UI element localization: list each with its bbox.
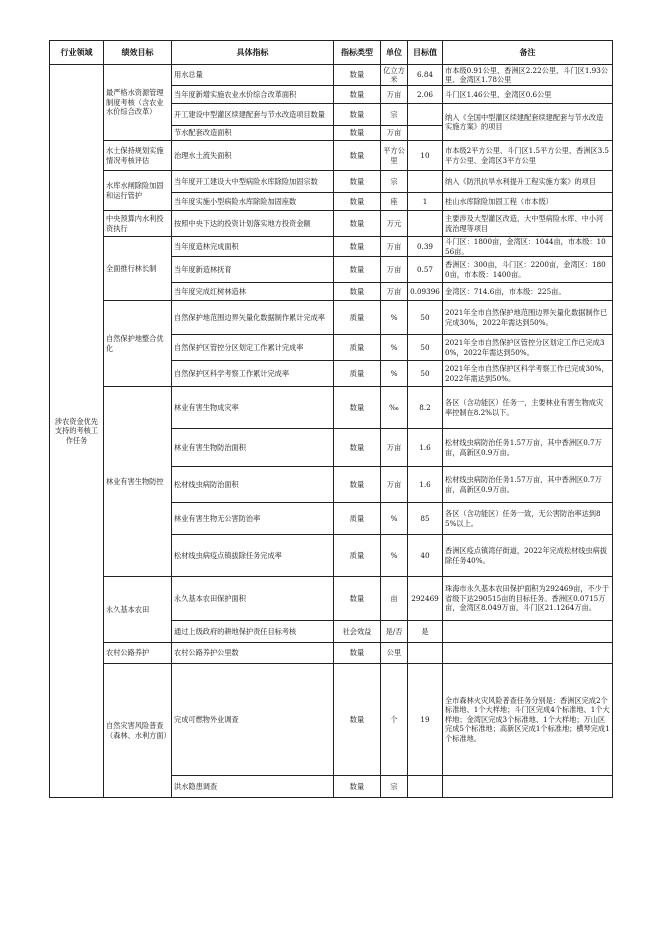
unit-cell: 万亩 — [381, 126, 408, 141]
type-cell: 数量 — [334, 211, 381, 237]
indicator-cell: 自然保护区管控分区划定工作累计完成率 — [172, 335, 334, 361]
type-cell: 数量 — [334, 86, 381, 104]
value-cell: 0.09396 — [408, 283, 443, 301]
type-cell: 数量 — [334, 467, 381, 503]
value-cell: 10 — [408, 141, 443, 171]
unit-cell: 座 — [381, 193, 408, 211]
value-cell: 8.2 — [408, 387, 443, 429]
indicator-cell: 当年度新增实施农业水价综合改革面积 — [172, 86, 334, 104]
indicator-cell: 按照中央下达的投资计划落实地方投资金额 — [172, 211, 334, 237]
indicator-cell: 完成可燃物外业调查 — [172, 664, 334, 776]
value-cell — [408, 776, 443, 798]
value-cell: 50 — [408, 361, 443, 387]
unit-cell: 是/否 — [381, 621, 408, 643]
goal-cell: 永久基本农田 — [104, 577, 172, 643]
note-cell: 各区（含功能区）任务一致，无公害防治率达到85%以上。 — [443, 503, 613, 535]
note-cell: 全市森林火灾风险普查任务分别是：香洲区完成2个标准地、1个大样地；斗门区完成4个标准地、1个大样地；金湾区完成3个标准地、1个大样地；万山区完成5个标准地；高新区完成1个标准地；横琴完成1个标准地。 — [443, 664, 613, 776]
unit-cell: 亿立方米 — [381, 65, 408, 86]
indicator-cell: 当年度开工建设大中型病险水库除险加固宗数 — [172, 171, 334, 193]
unit-cell: 万亩 — [381, 257, 408, 283]
note-cell: 珠海市永久基本农田保护面积为292469亩，不少于省级下达290515亩的目标任务。香洲区0.0715万亩，金湾区8.049万亩，斗门区21.1264万亩。 — [443, 577, 613, 621]
note-cell: 市本级2平方公里、斗门区1.5平方公里、香洲区3.5平方公里、金湾区3平方公里 — [443, 141, 613, 171]
value-cell — [408, 211, 443, 237]
goal-cell: 水库水闸除险加固和运行管护 — [104, 171, 172, 211]
header-unit: 单位 — [381, 41, 408, 65]
value-cell: 1.6 — [408, 467, 443, 503]
note-cell: 2021年全市自然保护地范围边界矢量化数据制作已完成30%，2022年需达到50%。 — [443, 301, 613, 335]
unit-cell: 个 — [381, 664, 408, 776]
indicator-cell: 林业有害生物防治面积 — [172, 429, 334, 467]
table-body — [50, 65, 613, 798]
indicator-cell: 当年度新造林抚育 — [172, 257, 334, 283]
header-goal: 绩效目标 — [104, 41, 172, 65]
type-cell: 质量 — [334, 361, 381, 387]
unit-cell: % — [381, 535, 408, 577]
goal-cell: 林业有害生物防控 — [104, 387, 172, 577]
note-cell: 2021年全市自然保护区管控分区划定工作已完成30%，2022年需达到50%。 — [443, 335, 613, 361]
unit-cell: 万亩 — [381, 467, 408, 503]
type-cell: 数量 — [334, 65, 381, 86]
note-cell: 金湾区：714.6亩，市本级：225亩。 — [443, 283, 613, 301]
table-row — [50, 664, 613, 776]
table-row — [50, 643, 613, 664]
note-cell: 桂山水库除险加固工程（市本级） — [443, 193, 613, 211]
goal-cell: 全面推行林长制 — [104, 237, 172, 301]
value-cell: 0.39 — [408, 237, 443, 257]
table-row — [50, 577, 613, 621]
type-cell: 社会效益 — [334, 621, 381, 643]
value-cell — [408, 171, 443, 193]
type-cell: 数量 — [334, 577, 381, 621]
type-cell: 质量 — [334, 301, 381, 335]
indicator-table — [49, 40, 613, 798]
unit-cell: ‰ — [381, 387, 408, 429]
value-cell: 1 — [408, 193, 443, 211]
note-cell: 香洲区：300亩，斗门区：2200亩，金湾区：1800亩，市本级：1400亩。 — [443, 257, 613, 283]
indicator-cell: 通过上级政府的耕地保护责任目标考核 — [172, 621, 334, 643]
note-cell: 2021年全市自然保护区科学考察工作已完成30%，2022年需达到50%。 — [443, 361, 613, 387]
note-cell: 香洲区疫点镇湾仔街道，2022年完成松材线虫病拔除任务40%。 — [443, 535, 613, 577]
type-cell: 数量 — [334, 429, 381, 467]
type-cell: 数量 — [334, 171, 381, 193]
indicator-cell: 林业有害生物无公害防治率 — [172, 503, 334, 535]
type-cell: 数量 — [334, 257, 381, 283]
note-cell: 纳入《防汛抗旱水利提升工程实施方案》的项目 — [443, 171, 613, 193]
type-cell: 数量 — [334, 387, 381, 429]
value-cell — [408, 126, 443, 141]
table-row — [50, 65, 613, 86]
table-row — [50, 301, 613, 335]
unit-cell: 宗 — [381, 776, 408, 798]
value-cell: 19 — [408, 664, 443, 776]
goal-cell: 中央预算内水利投资执行 — [104, 211, 172, 237]
indicator-cell: 林业有害生物成灾率 — [172, 387, 334, 429]
note-cell: 纳入《全国中型灌区续建配套续建配套与节水改造实施方案》的项目 — [443, 104, 613, 141]
goal-cell: 农村公路养护 — [104, 643, 172, 664]
type-cell: 数量 — [334, 776, 381, 798]
goal-cell: 自然灾害风险普查（森林、水利方面） — [104, 664, 172, 798]
header-note: 备注 — [443, 41, 613, 65]
type-cell: 数量 — [334, 237, 381, 257]
goal-cell: 自然保护地整合优化 — [104, 301, 172, 387]
goal-cell: 最严格水资源管理制度考核（含农业水价综合改革） — [104, 65, 172, 141]
type-cell: 质量 — [334, 503, 381, 535]
indicator-cell: 开工建设中型灌区续建配套与节水改造项目数量 — [172, 104, 334, 126]
note-cell: 松材线虫病防治任务1.57万亩，其中香洲区0.7万亩，高新区0.9万亩。 — [443, 467, 613, 503]
indicator-cell: 当年度造林完成面积 — [172, 237, 334, 257]
type-cell: 数量 — [334, 664, 381, 776]
header-row — [50, 41, 613, 65]
value-cell: 是 — [408, 621, 443, 643]
indicator-cell: 节水配套改造面积 — [172, 126, 334, 141]
type-cell: 数量 — [334, 193, 381, 211]
unit-cell: 宗 — [381, 104, 408, 126]
indicator-cell: 治理水土流失面积 — [172, 141, 334, 171]
note-cell — [443, 643, 613, 664]
type-cell: 数量 — [334, 643, 381, 664]
header-indicator: 具体指标 — [172, 41, 334, 65]
type-cell: 质量 — [334, 335, 381, 361]
type-cell: 数量 — [334, 126, 381, 141]
indicator-cell: 自然保护区科学考察工作累计完成率 — [172, 361, 334, 387]
indicator-cell: 当年度实施小型病险水库除险加固座数 — [172, 193, 334, 211]
area-cell: 涉农资金优先支持的考核工作任务 — [50, 65, 104, 798]
unit-cell: 宗 — [381, 171, 408, 193]
unit-cell: 万亩 — [381, 429, 408, 467]
unit-cell: % — [381, 335, 408, 361]
value-cell: 50 — [408, 335, 443, 361]
type-cell: 质量 — [334, 535, 381, 577]
unit-cell: % — [381, 361, 408, 387]
unit-cell: 平方公里 — [381, 141, 408, 171]
unit-cell: 万元 — [381, 211, 408, 237]
note-cell: 松材线虫病防治任务1.57万亩，其中香洲区0.7万亩，高新区0.9万亩。 — [443, 429, 613, 467]
note-cell: 各区（含功能区）任务一，主要林业有害生物成灾率控制在8.2%以下。 — [443, 387, 613, 429]
unit-cell: 亩 — [381, 577, 408, 621]
indicator-cell: 用水总量 — [172, 65, 334, 86]
note-cell: 主要涉及大型灌区改造、大中型病险水库、中小河流治理等项目 — [443, 211, 613, 237]
indicator-cell: 农村公路养护公里数 — [172, 643, 334, 664]
value-cell: 50 — [408, 301, 443, 335]
unit-cell: % — [381, 301, 408, 335]
value-cell: 1.6 — [408, 429, 443, 467]
value-cell: 40 — [408, 535, 443, 577]
indicator-cell: 松材线虫病疫点镇拔除任务完成率 — [172, 535, 334, 577]
note-cell: 斗门区1.46公里、金湾区0.6公里 — [443, 86, 613, 104]
header-value: 目标值 — [408, 41, 443, 65]
unit-cell: 万亩 — [381, 283, 408, 301]
type-cell: 数量 — [334, 141, 381, 171]
type-cell: 数量 — [334, 104, 381, 126]
unit-cell: 万亩 — [381, 86, 408, 104]
value-cell: 0.57 — [408, 257, 443, 283]
value-cell: 6.84 — [408, 65, 443, 86]
value-cell: 85 — [408, 503, 443, 535]
table-row — [50, 141, 613, 171]
header-type: 指标类型 — [334, 41, 381, 65]
value-cell — [408, 104, 443, 126]
header-area: 行业领域 — [50, 41, 104, 65]
table-row — [50, 237, 613, 257]
note-cell — [443, 621, 613, 643]
indicator-cell: 洪水隐患调查 — [172, 776, 334, 798]
unit-cell: % — [381, 503, 408, 535]
indicator-cell: 永久基本农田保护面积 — [172, 577, 334, 621]
value-cell: 2.06 — [408, 86, 443, 104]
indicator-cell: 自然保护地范围边界矢量化数据制作累计完成率 — [172, 301, 334, 335]
table-row — [50, 171, 613, 193]
indicator-cell: 当年度完成红树林造林 — [172, 283, 334, 301]
table-row — [50, 387, 613, 429]
indicator-cell: 松材线虫病防治面积 — [172, 467, 334, 503]
note-cell: 斗门区：1800亩，金湾区：1044亩，市本级：1056亩。 — [443, 237, 613, 257]
note-cell — [443, 776, 613, 798]
unit-cell: 万亩 — [381, 237, 408, 257]
table-row — [50, 211, 613, 237]
type-cell: 数量 — [334, 283, 381, 301]
goal-cell: 水土保持规划实施情况考核评估 — [104, 141, 172, 171]
unit-cell: 公里 — [381, 643, 408, 664]
value-cell: 292469 — [408, 577, 443, 621]
note-cell: 市本级0.91公里、香洲区2.22公里、斗门区1.93公里、金湾区1.78公里 — [443, 65, 613, 86]
value-cell — [408, 643, 443, 664]
